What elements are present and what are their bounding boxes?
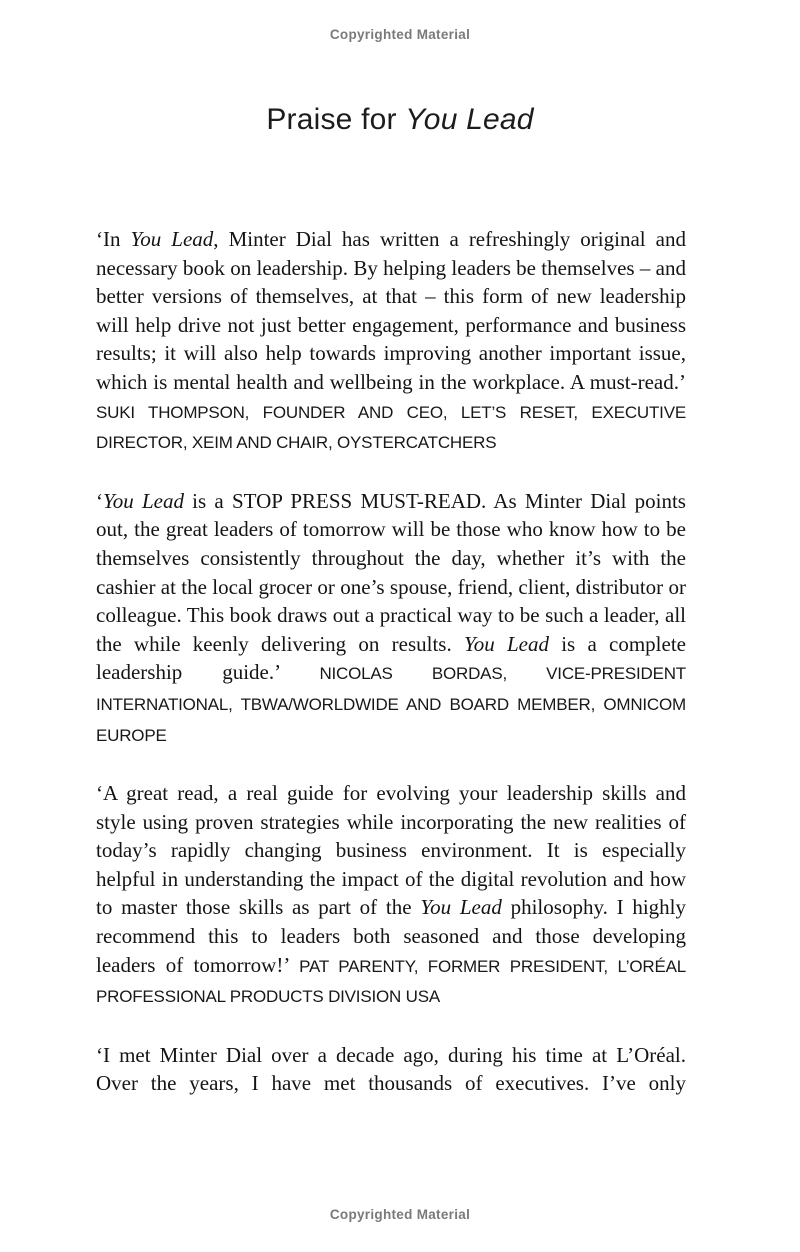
quote-text: philosophy. I highly recommend this to leaders both seasoned and those developing leaders of tomorrow!’ — [96, 895, 686, 977]
praise-paragraph — [96, 487, 686, 750]
page-title-regular: Praise for — [266, 103, 406, 136]
praise-paragraph — [96, 225, 686, 458]
copyright-notice-top: Copyrighted Material — [329, 27, 471, 42]
quote-text: You Lead — [103, 488, 184, 513]
quote-text: is a STOP PRESS MUST-READ. As Minter Dial points out, the great leaders of tomorrow will be those who know how to be themselves consistently throughout the day, whether it’s with the cashier at the local grocer or one’s spouse, friend, client, distributor or colleague. This book draws out a practical way to be such a leader, all the while keenly delivering on results. — [96, 488, 686, 656]
quote-text: , Minter Dial has written a refreshingly original and necessary book on leadership. By helping leaders be themselves – and better versions of themselves, at that – this form of new leadership will help drive not just better engagement, performance and business results; it will also help towards improving another important issue, which is mental health and wellbeing in the workplace. A must-read.’ — [96, 227, 686, 394]
attribution-text: PAT PARENTY, FORMER PRESIDENT, L’ORÉAL PROFESSIONAL PRODUCTS DIVISION USA — [96, 956, 686, 1007]
quote-text: You Lead — [463, 631, 549, 656]
praise-paragraphs — [96, 225, 686, 1098]
quote-text: ‘A great read, a real guide for evolving your leadership skills and style using proven strategies while incorporating the new realities of today’s rapidly changing business environment. It is especially helpful in understanding the impact of the digital revolution and how to master those skills as part of the — [96, 781, 686, 920]
quote-text: You Lead — [420, 895, 502, 920]
praise-paragraph — [96, 1041, 686, 1098]
quote-text: ‘In — [96, 227, 131, 251]
quote-text: You Lead — [130, 227, 214, 251]
page-title — [0, 103, 800, 137]
quote-text: ‘I met Minter Dial over a decade ago, during his time at L’Oréal. Over the years, I have met thousands of executives. I’ve only — [96, 1042, 686, 1096]
quote-text: is a complete leadership guide.’ — [96, 631, 686, 685]
attribution-text: NICOLAS BORDAS, VICE-PRESIDENT INTERNATIONAL, TBWA/WORLDWIDE AND BOARD MEMBER, OMNICOM EUROPE — [96, 664, 686, 745]
praise-paragraph — [96, 779, 686, 1012]
quote-text: ‘ — [96, 488, 103, 513]
attribution-text: SUKI THOMPSON, FOUNDER AND CEO, LET’S RESET, EXECUTIVE DIRECTOR, XEIM AND CHAIR, OYSTERCATCHERS — [96, 402, 686, 453]
copyright-notice-bottom: Copyrighted Material — [329, 1207, 471, 1222]
page-title-italic: You Lead — [405, 103, 534, 136]
